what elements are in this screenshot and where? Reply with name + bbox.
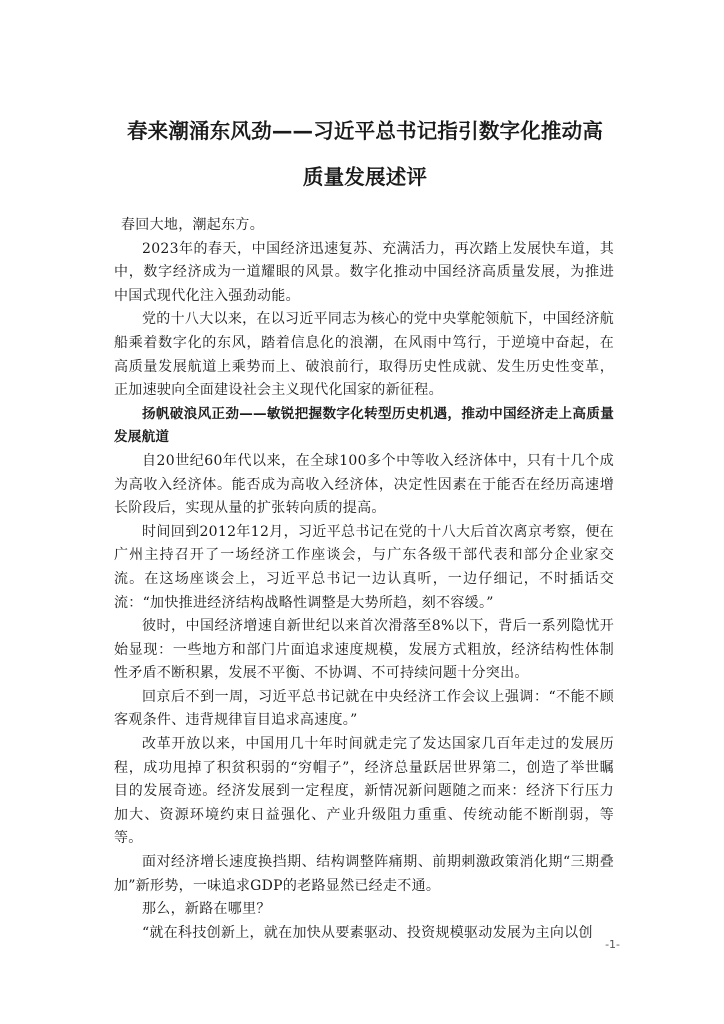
paragraph: 2023年的春天，中国经济迅速复苏、充满活力，再次踏上发展快车道，其中，数字经济成为一道耀眼的风景。数字化推动中国经济高质量发展，为推进中国式现代化注入强劲动能。 [114, 240, 614, 304]
paragraph: 春回大地，潮起东方。 [121, 217, 264, 233]
document-title-line-1: 春来潮涌东风劲——习近平总书记指引数字化推动高 [126, 119, 604, 143]
paragraph: 党的十八大以来，在以习近平同志为核心的党中央掌舵领航下，中国经济航船乘着数字化的东风，踏着信息化的浪潮，在风雨中笃行，于逆境中奋起，在高质量发展航道上乘势而上、破浪前行，取得历史性成就、发生历史性变革，正加速驶向全面建设社会主义现代化国家的新征程。 [114, 311, 614, 399]
paragraph: 自20世纪60年代以来，在全球100多个中等收入经济体中，只有十几个成为高收入经济体。能否成为高收入经济体，决定性因素在于能否在经历高速增长阶段后，实现从量的扩张转向质的提高。 [114, 452, 614, 517]
paragraph: 改革开放以来，中国用几十年时间就走完了发达国家几百年走过的发展历程，成功甩掉了积贫积弱的“穷帽子”，经济总量跃居世界第二，创造了举世瞩目的发展奇迹。经济发展到一定程度，新情况新问题随之而来：经济下行压力加大、资源环境约束日益强化、产业升级阻力重重、传统动能不断削弱，等等。 [114, 736, 614, 847]
paragraph: 那么，新路在哪里？ [142, 901, 271, 918]
paragraph: “就在科技创新上，就在加快从要素驱动、投资规模驱动发展为主向以创 [142, 924, 593, 941]
page-number: -1- [605, 938, 620, 951]
paragraph: 彼时，中国经济增速自新世纪以来首次滑落至8%以下，背后一系列隐忧开始显现：一些地方和部门片面追求速度规模，发展方式粗放，经济结构性体制性矛盾不断积累，发展不平衡、不协调、不可持续问题十分突出。 [114, 618, 614, 682]
paragraph: 回京后不到一周，习近平总书记就在中央经济工作会议上强调：“不能不顾客观条件、违背规律盲目追求高速度。” [114, 688, 614, 729]
document-title-line-2: 质量发展述评 [302, 165, 428, 189]
section-heading: 扬帆破浪风正劲——敏锐把握数字化转型历史机遇，推动中国经济走上高质量发展航道 [114, 405, 614, 446]
document-body [114, 214, 614, 945]
paragraph: 时间回到2012年12月，习近平总书记在党的十八大后首次离京考察，便在广州主持召开了一场经济工作座谈会，与广东各级干部代表和部分企业家交流。在这场座谈会上，习近平总书记一边认真听，一边仔细记，不时插话交流：“加快推进经济结构战略性调整是大势所趋，刻不容缓。” [114, 523, 614, 611]
paragraph: 面对经济增长速度换挡期、结构调整阵痛期、前期刺激政策消化期“三期叠加”新形势，一味追求GDP的老路显然已经走不通。 [114, 854, 614, 894]
